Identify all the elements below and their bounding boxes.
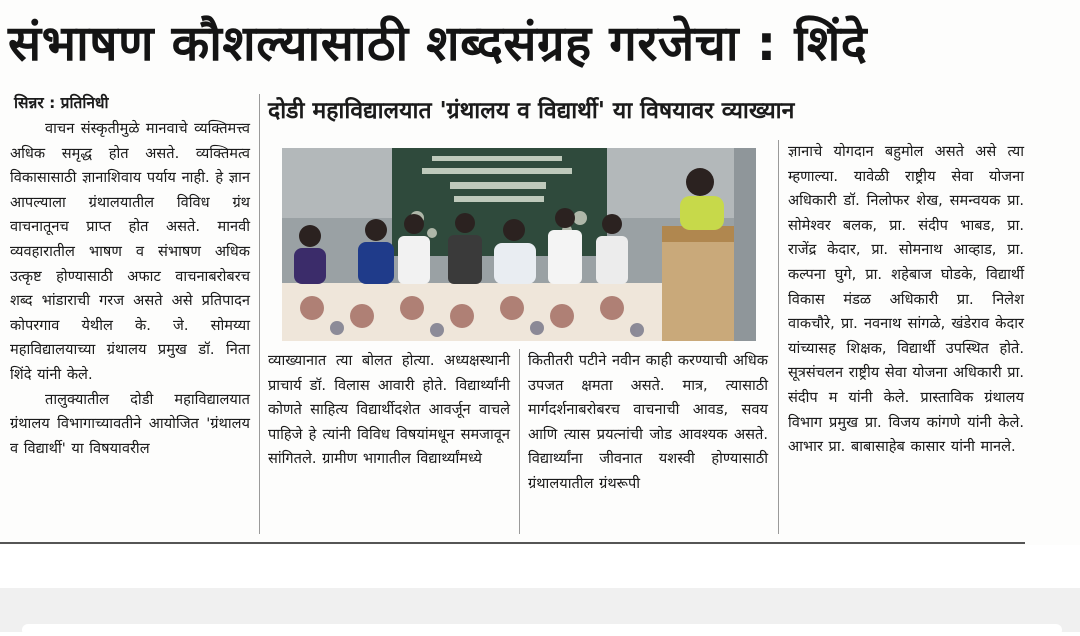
- dateline: सिन्नर : प्रतिनिधी: [14, 94, 109, 112]
- article-column-4: ज्ञानाचे योगदान बहुमोल असते असे त्या म्हणाल्या. यावेळी राष्ट्रीय सेवा योजना अधिकारी डॉ. निलोफर शेख, समन्वयक प्रा. सोमेश्वर बलक, प्रा. संदीप भाबड, प्रा. राजेंद्र केदार, प्रा. सोमनाथ आव्हाड, प्रा. कल्पना घुगे, प्रा. शहेबाज घोडके, विद्यार्थी विकास मंडळ अधिकारी प्रा. निलेश वाकचौरे, प्रा. नवनाथ सांगळे, खंडेराव केदार यांच्यासह शिक्षक, विद्यार्थी उपस्थित होते. सूत्रसंचलन राष्ट्रीय सेवा योजना अधिकारी प्रा. संदीप म यांनी केले. प्रास्ताविक ग्रंथालय विभाग प्रमुख प्रा. विजय कांगणे यांनी केले. आभार प्रा. बाबासाहेब कासार यांनी मानले.: [788, 143, 1024, 456]
- column-divider: [778, 140, 779, 534]
- subheadline: दोडी महाविद्यालयात 'ग्रंथालय व विद्यार्थी' या विषयावर व्याख्यान: [268, 98, 795, 124]
- article-column-3: कितीतरी पटीने नवीन काही करण्याची अधिक उपजत क्षमता असते. मात्र, त्यासाठी मार्गदर्शनाबरोबरच वाचनाची आवड, सवय आणि त्यास प्रयत्नांची जोड आवश्यक असते. विद्यार्थ्यांना जीवनात यशस्वी होण्यासाठी ग्रंथालयातील ग्रंथरूपी: [528, 352, 768, 492]
- article-column-2: व्याख्यानात त्या बोलत होत्या. अध्यक्षस्थानी प्राचार्य डॉ. विलास आवारी होते. विद्यार्थ्यांनी कोणते साहित्य विद्यार्थीदशेत आवर्जून वाचले पाहिजे हे त्यांनी विविध विषयांमधून समजावून सांगितले. ग्रामीण भागातील विद्यार्थ्यांमध्ये: [268, 352, 510, 468]
- viewer-card: [22, 624, 1062, 636]
- paragraph-1: वाचन संस्कृतीमुळे मानवाचे व्यक्तिमत्त्व अधिक समृद्ध होत असते. व्यक्तिमत्व विकासासाठी ज्ञानाशिवाय पर्याय नाही. हे ज्ञान आपल्याला ग्रंथालयातील विविध ग्रंथ वाचनातूनच प्राप्त होत असते. मानवी व्यवहारातील भाषण व संभाषण अधिक उत्कृष्ट होण्यासाठी अफाट वाचनाबरोबरच शब्द भांडाराची गरज असते असे प्रतिपादन कोपरगाव येथील के. जे. सोमय्या महाविद्यालयाच्या ग्रंथालय प्रमुख डॉ. निता शिंदे यांनी केले.: [10, 120, 250, 383]
- bottom-rule: [0, 542, 1025, 544]
- event-photo: [282, 148, 756, 341]
- column-divider: [259, 94, 260, 534]
- column-divider: [519, 349, 520, 534]
- article-column-1: [10, 117, 250, 461]
- headline: संभाषण कौशल्यासाठी शब्दसंग्रह गरजेचा : शिंदे: [8, 15, 868, 72]
- paragraph-2: तालुक्यातील दोडी महाविद्यालयात ग्रंथालय विभागाच्यावतीने आयोजित 'ग्रंथालय व विद्यार्थी' या विषयावरील: [10, 390, 250, 457]
